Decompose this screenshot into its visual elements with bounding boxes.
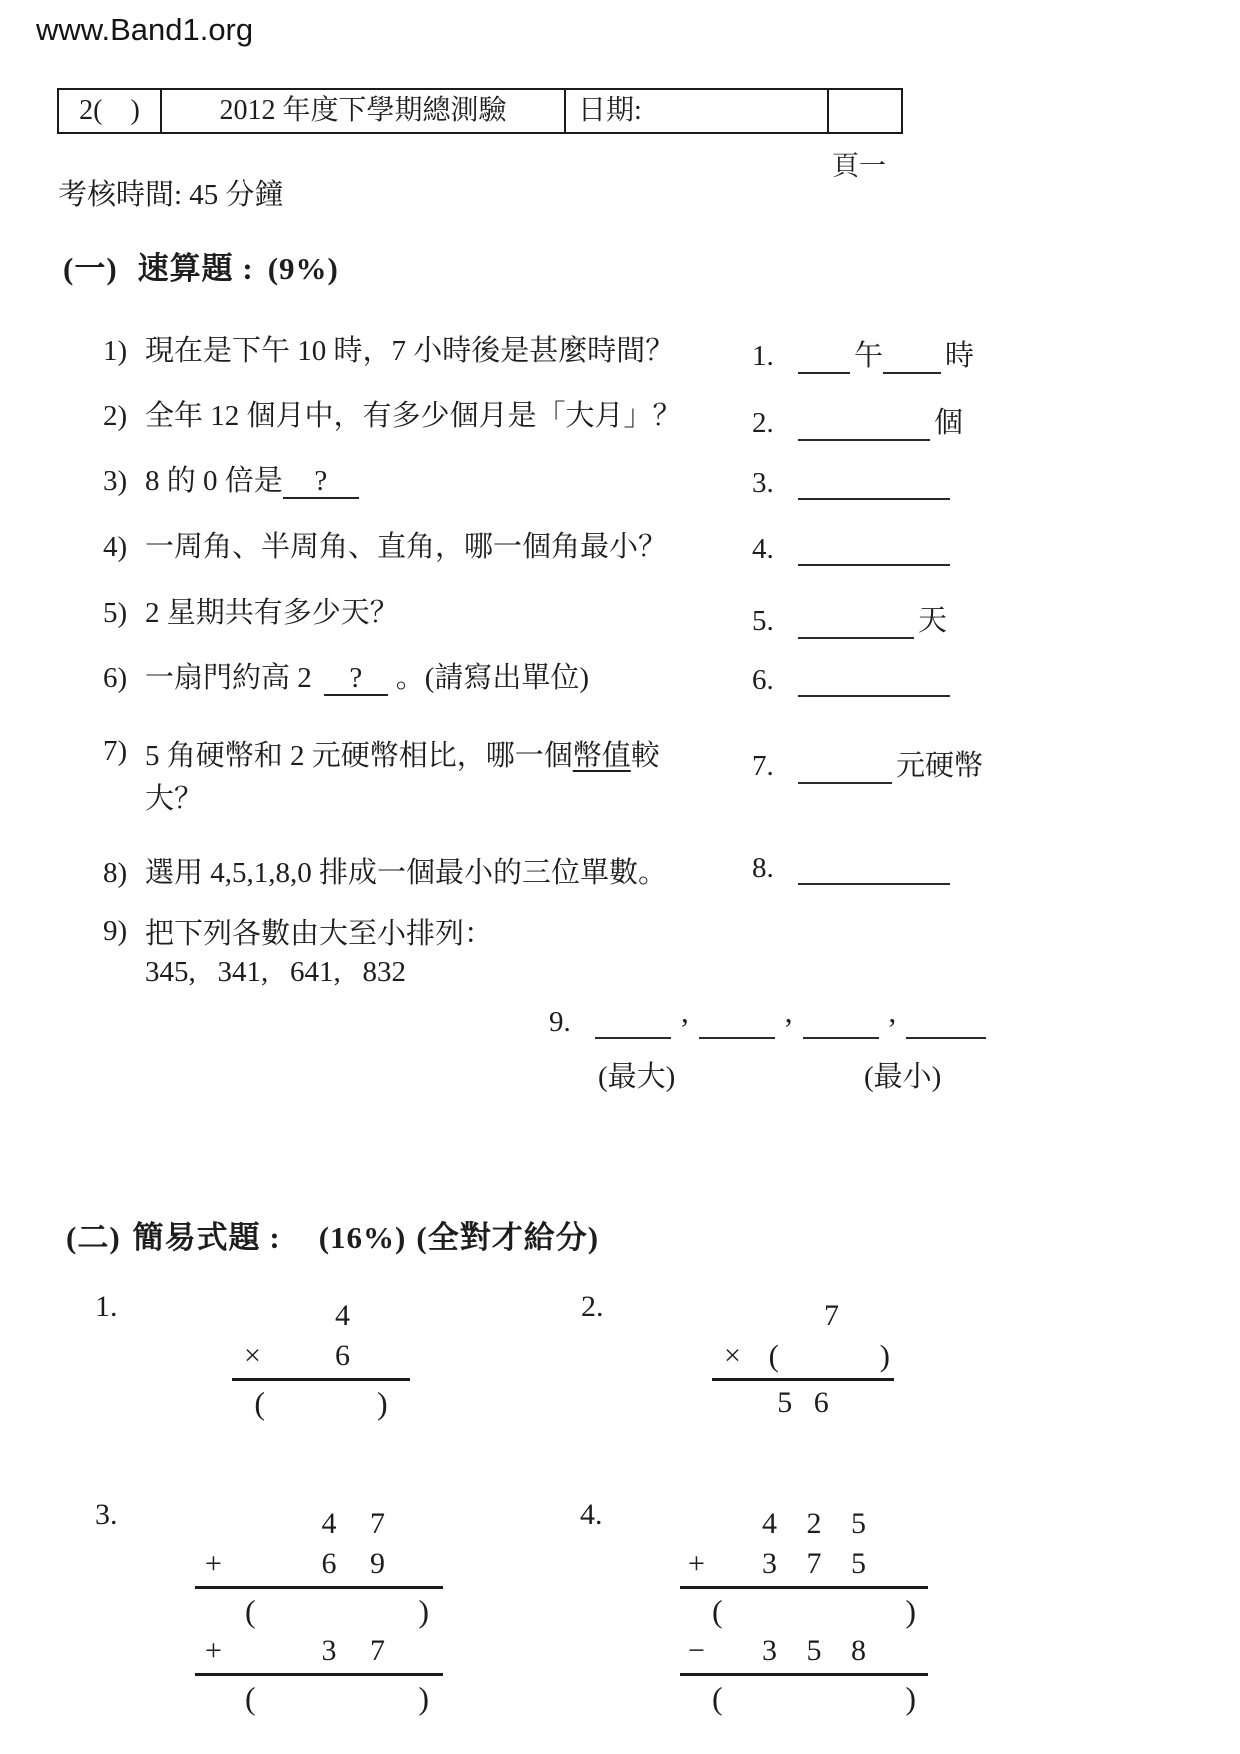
open-paren: ( xyxy=(245,1680,256,1716)
operator-row xyxy=(232,1336,410,1376)
date-label-cell: 日期: xyxy=(566,90,829,132)
minus-operator: − xyxy=(688,1634,705,1667)
question-text: 一扇門約高 2 xyxy=(145,662,312,694)
multiplier: 6 xyxy=(335,1339,350,1372)
question-number: 9) xyxy=(103,915,128,947)
open-paren: ( xyxy=(712,1593,723,1629)
question-text-line2: 大？ xyxy=(145,783,204,815)
question-row-3 xyxy=(103,458,359,499)
answer-row-9 xyxy=(549,994,988,1039)
question-text: 現在是下午 10 時，7 小時後是甚麼時間？ xyxy=(145,335,675,367)
answer-number: 1. xyxy=(752,340,774,372)
problem1-number: 1. xyxy=(95,1290,118,1323)
number-list: 345, 341, 641, 832 xyxy=(145,956,406,988)
max-label: (最大) xyxy=(598,1061,676,1093)
problem3-column xyxy=(195,1504,443,1718)
operator-row xyxy=(712,1336,894,1376)
addend-top: 4 7 xyxy=(321,1507,385,1540)
close-paren: ) xyxy=(905,1593,916,1629)
answer-unit: 天 xyxy=(918,605,948,637)
answer-number: 9. xyxy=(549,1006,571,1038)
multiply-operator: × xyxy=(244,1339,261,1372)
answer-row-6 xyxy=(752,664,952,697)
underlined-term: 幣值 xyxy=(572,740,631,772)
result-parens xyxy=(195,1591,443,1631)
answer-blank xyxy=(798,342,850,374)
question-row-9 xyxy=(103,915,493,991)
blank-placeholder-mark: ? xyxy=(314,465,328,497)
problem1-column xyxy=(232,1296,410,1423)
answer-number: 8. xyxy=(752,852,774,884)
section2-title: 簡易式題 : xyxy=(132,1220,281,1255)
question-row-4 xyxy=(103,524,667,565)
section1-prefix: (一) xyxy=(63,251,118,286)
min-label: (最小) xyxy=(864,1061,942,1093)
answer-unit: 時 xyxy=(945,340,975,372)
open-paren: ( xyxy=(712,1680,723,1716)
answer-number: 2. xyxy=(752,407,774,439)
problem2-column xyxy=(712,1296,894,1423)
multiplier-parens: ( ) xyxy=(768,1338,890,1373)
section1-heading xyxy=(63,243,339,288)
question-text: 2 星期共有多少天？ xyxy=(145,597,399,629)
section1-title: 速算題 : xyxy=(137,251,254,286)
question-text: 全年 12 個月中，有多少個月是「大月」？ xyxy=(145,400,682,432)
answer-row-8 xyxy=(752,852,952,885)
question-row-8 xyxy=(103,850,667,891)
question-number: 2) xyxy=(103,400,128,432)
question-number: 5) xyxy=(103,597,128,629)
question-text-suffix: 較 xyxy=(630,740,660,772)
answer-blank xyxy=(798,409,930,441)
equals-rule xyxy=(712,1378,894,1381)
section2-prefix: (二) xyxy=(66,1220,121,1255)
answer-row-5 xyxy=(752,598,947,639)
question-number: 3) xyxy=(103,465,128,497)
question-number: 7) xyxy=(103,735,128,767)
subtrahend: 3 5 8 xyxy=(762,1634,866,1667)
question-text: 選用 4,5,1,8,0 排成一個最小的三位單數。 xyxy=(145,857,668,889)
operator-row xyxy=(680,1631,928,1671)
question-text: 把下列各數由大至小排列： xyxy=(145,918,494,950)
equals-rule xyxy=(195,1673,443,1676)
inline-answer-blank xyxy=(324,662,388,696)
question-text-block xyxy=(145,735,660,821)
addend: 3 7 5 xyxy=(762,1547,866,1580)
answer-row-1 xyxy=(752,333,974,374)
section2-heading xyxy=(66,1212,599,1257)
equals-rule xyxy=(195,1586,443,1589)
open-paren: ( xyxy=(245,1593,256,1629)
equals-rule xyxy=(680,1586,928,1589)
answer-blank xyxy=(798,853,950,885)
answer-row-7 xyxy=(752,743,983,784)
result-parens xyxy=(680,1591,928,1631)
answer-blank xyxy=(798,752,892,784)
operator-row xyxy=(680,1544,928,1584)
answer-number: 3. xyxy=(752,467,774,499)
inline-answer-blank xyxy=(283,465,359,499)
header-table xyxy=(57,88,903,134)
question-row-6 xyxy=(103,655,589,696)
plus-operator: + xyxy=(205,1547,222,1580)
question-row-5 xyxy=(103,590,399,631)
multiply-operator: × xyxy=(724,1339,741,1372)
answer-row-2 xyxy=(752,400,963,441)
answer-unit: 元硬幣 xyxy=(896,750,984,782)
close-paren: ) xyxy=(418,1593,429,1629)
addend: 3 7 xyxy=(321,1634,385,1667)
answer-blank xyxy=(595,1005,671,1039)
multiplicand: 7 xyxy=(824,1299,839,1332)
answer-blank xyxy=(798,468,950,500)
question-text: 一周角、半周角、直角，哪一個角最小？ xyxy=(145,531,668,563)
answer-blank xyxy=(798,665,950,697)
problem2-number: 2. xyxy=(581,1290,604,1323)
exam-title-cell: 2012 年度下學期總測驗 xyxy=(162,90,566,132)
plus-operator: + xyxy=(205,1634,222,1667)
class-cell: 2( ) xyxy=(59,90,162,132)
question-row-7 xyxy=(103,735,660,821)
multiplicand: 4 xyxy=(335,1299,350,1332)
separator-comma: , xyxy=(784,994,793,1029)
operator-row xyxy=(195,1544,443,1584)
question-row-2 xyxy=(103,393,682,434)
answer-number: 7. xyxy=(752,750,774,782)
section1-score: (9%) xyxy=(267,251,339,286)
question-row-1 xyxy=(103,328,674,369)
answer-blank xyxy=(798,534,950,566)
question-text-block xyxy=(145,915,493,991)
section2-score: (16%) xyxy=(318,1220,407,1255)
question-number: 8) xyxy=(103,857,128,889)
result-parens xyxy=(195,1678,443,1718)
question-number: 4) xyxy=(103,531,128,563)
operator-row xyxy=(195,1631,443,1671)
equals-rule xyxy=(680,1673,928,1676)
answer-row-3 xyxy=(752,467,952,500)
addend: 6 9 xyxy=(321,1547,385,1580)
close-paren: ) xyxy=(418,1680,429,1716)
answer-blank xyxy=(798,607,914,639)
product-value: 5 6 xyxy=(777,1386,829,1419)
problem3-number: 3. xyxy=(95,1498,118,1531)
answer-number: 5. xyxy=(752,605,774,637)
question-number: 6) xyxy=(103,662,128,694)
exam-duration-label: 考核時間: 45 分鐘 xyxy=(58,179,284,211)
addend-top: 4 2 5 xyxy=(762,1507,866,1540)
page-number-label: 頁一 xyxy=(832,151,886,181)
site-watermark: www.Band1.org xyxy=(36,12,254,47)
separator-comma: , xyxy=(681,994,689,1029)
score-cell xyxy=(829,90,901,132)
question-text: 8 的 0 倍是 xyxy=(145,465,283,497)
problem4-number: 4. xyxy=(580,1498,603,1531)
question-number: 1) xyxy=(103,335,128,367)
answer-unit: 午 xyxy=(854,340,884,372)
answer-number: 4. xyxy=(752,533,774,565)
question-text-suffix: 。(請寫出單位) xyxy=(395,662,590,694)
answer-row-4 xyxy=(752,533,952,566)
section2-note: (全對才給分) xyxy=(416,1220,600,1255)
answer-number: 6. xyxy=(752,664,774,696)
answer-unit: 個 xyxy=(934,407,964,439)
close-paren: ) xyxy=(905,1680,916,1716)
answer-blank xyxy=(906,1005,986,1039)
answer-blank xyxy=(803,1005,879,1039)
answer-blank xyxy=(883,342,941,374)
result-parens: ( ) xyxy=(254,1385,388,1421)
separator-comma: , xyxy=(888,994,897,1029)
plus-operator: + xyxy=(688,1547,705,1580)
answer-blank xyxy=(699,1005,775,1039)
result-parens xyxy=(680,1678,928,1718)
equals-rule xyxy=(232,1378,410,1381)
blank-placeholder-mark: ? xyxy=(349,662,363,694)
question-text: 5 角硬幣和 2 元硬幣相比，哪一個 xyxy=(145,740,573,772)
problem4-column xyxy=(680,1504,928,1718)
